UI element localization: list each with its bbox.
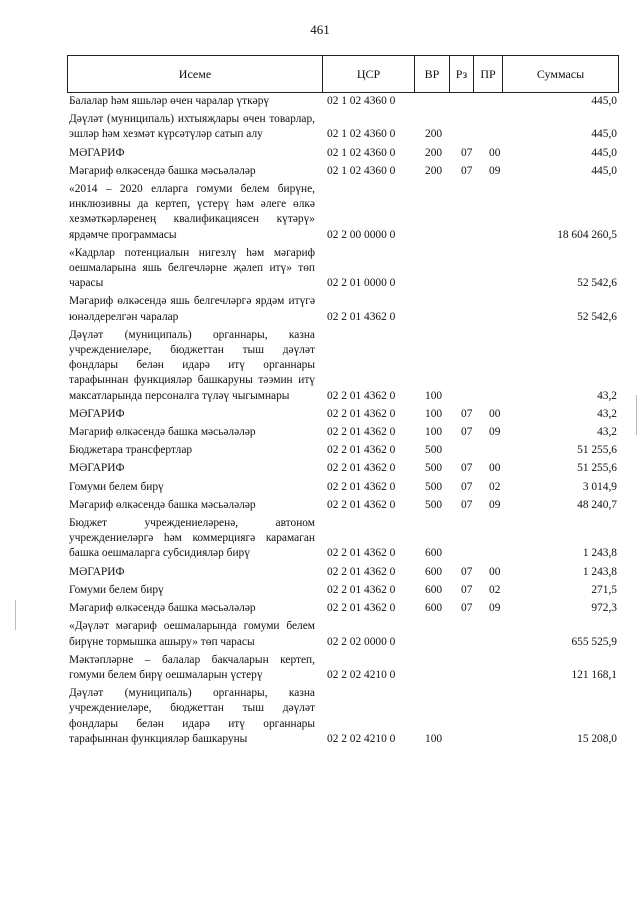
table-row	[69, 112, 617, 142]
cell-sum: 51 255,6	[577, 462, 617, 475]
cell-vr: 200	[425, 128, 443, 141]
cell-name: Мәгариф өлкәсендә башка мәсьәләләр	[69, 164, 256, 177]
cell-name: МӘГАРИФ	[69, 565, 125, 578]
table-row	[69, 480, 617, 495]
scan-mark	[636, 395, 637, 435]
header-vr: ВР	[415, 56, 450, 92]
cell-sum: 43,2	[597, 407, 617, 420]
cell-csr: 02 2 02 4210 0	[327, 732, 396, 745]
cell-vr: 600	[425, 583, 443, 596]
cell-vr: 100	[425, 407, 443, 420]
cell-sum: 18 604 260,5	[557, 228, 617, 241]
table-row	[69, 182, 617, 243]
cell-vr: 600	[425, 602, 443, 615]
cell-name: «2014 – 2020 елларга гомуми белем бирүне, инклюзивны да кертеп, үстерү һәм әлеге өлкә хезмәткәрләренең квалификациясен күтәрү» ярдәмче программасы	[69, 183, 315, 241]
cell-vr: 500	[425, 444, 443, 457]
header-pr: ПР	[474, 56, 503, 92]
table-row	[69, 146, 617, 161]
cell-csr: 02 2 00 0000 0	[327, 228, 396, 241]
cell-csr: 02 2 02 4210 0	[327, 668, 396, 681]
cell-vr: 500	[425, 498, 443, 511]
table-row	[69, 583, 617, 598]
cell-csr: 02 1 02 4360 0	[327, 146, 396, 159]
cell-sum: 51 255,6	[577, 444, 617, 457]
cell-sum: 48 240,7	[577, 498, 617, 511]
cell-name: Гомуми белем бирү	[69, 480, 164, 493]
cell-pr: 00	[489, 565, 501, 578]
cell-name: Балалар һәм яшьләр өчен чаралар үткәрү	[69, 95, 270, 107]
cell-name: Мәгариф өлкәсендә башка мәсьәләләр	[69, 602, 256, 615]
cell-name: Мәктәпләрне – балалар бакчаларын кертеп, гомуми белем бирү оешмаларын үстерү	[69, 653, 315, 681]
cell-csr: 02 2 01 4362 0	[327, 407, 396, 420]
table-row	[69, 653, 617, 683]
cell-sum: 52 542,6	[577, 310, 617, 323]
cell-name: Гомуми белем бирү	[69, 583, 164, 596]
cell-pr: 09	[489, 498, 501, 511]
table-row	[69, 246, 617, 292]
cell-rz: 07	[461, 426, 473, 439]
cell-pr: 00	[489, 407, 501, 420]
cell-sum: 121 168,1	[571, 668, 617, 681]
cell-name: «Дәүләт мәгариф оешмаларында гомуми белем бирүне тормышка ашыру» төп чарасы	[69, 620, 315, 648]
cell-name: «Кадрлар потенциалын нигезлү һәм мәгариф оешмаларына яшь белгечләрне җәлеп итү» төп чарасы	[69, 246, 315, 290]
table-row	[69, 328, 617, 404]
cell-name: Бюджет учреждениеләренә, автоном учреждениеләргә һәм коммерциягә карамаган башка оешмаларга субсидияләр бирү	[69, 517, 315, 560]
cell-csr: 02 2 01 4362 0	[327, 426, 396, 439]
cell-sum: 52 542,6	[577, 277, 617, 290]
header-rz: Рз	[450, 56, 474, 92]
cell-sum: 655 525,9	[571, 635, 617, 648]
cell-vr: 500	[425, 462, 443, 475]
cell-rz: 07	[461, 146, 473, 159]
cell-vr: 600	[425, 565, 443, 578]
cell-sum: 1 243,8	[582, 547, 617, 560]
cell-rz: 07	[461, 462, 473, 475]
cell-rz: 07	[461, 480, 473, 493]
cell-name: МӘГАРИФ	[69, 407, 125, 420]
cell-name: Бюджетара трансфертлар	[69, 444, 193, 457]
cell-sum: 43,2	[597, 389, 617, 402]
cell-name: МӘГАРИФ	[69, 462, 125, 475]
cell-vr: 200	[425, 146, 443, 159]
cell-sum: 445,0	[591, 95, 617, 107]
cell-csr: 02 2 01 4362 0	[327, 498, 396, 511]
page-number: 461	[310, 22, 330, 37]
cell-pr: 02	[489, 583, 501, 596]
cell-pr: 02	[489, 480, 501, 493]
cell-pr: 09	[489, 164, 501, 177]
table-row	[69, 565, 617, 580]
table-row	[69, 407, 617, 422]
cell-csr: 02 2 01 4362 0	[327, 565, 396, 578]
cell-rz: 07	[461, 498, 473, 511]
cell-csr: 02 2 01 4362 0	[327, 602, 396, 615]
cell-name: Мәгариф өлкәсендә яшь белгечләргә ярдәм итүгә юнәлдерелгән чаралар	[69, 295, 315, 323]
scan-mark	[15, 600, 16, 630]
cell-vr: 100	[425, 732, 443, 745]
cell-sum: 445,0	[591, 164, 617, 177]
table-row	[69, 461, 617, 476]
cell-csr: 02 2 01 4362 0	[327, 480, 396, 493]
cell-csr: 02 2 01 4362 0	[327, 583, 396, 596]
cell-sum: 271,5	[591, 583, 617, 596]
cell-csr: 02 2 02 0000 0	[327, 635, 396, 648]
cell-name: Дәүләт (муниципаль) ихтыяҗлары өчен товарлар, эшләр һәм хезмәт күрсәтүләр сатып алу	[69, 113, 315, 141]
cell-rz: 07	[461, 565, 473, 578]
cell-csr: 02 1 02 4360 0	[327, 95, 396, 107]
cell-name: Мәгариф өлкәсендә башка мәсьәләләр	[69, 426, 256, 439]
cell-rz: 07	[461, 583, 473, 596]
cell-vr: 600	[425, 547, 443, 560]
table-row	[69, 443, 617, 458]
cell-name: МӘГАРИФ	[69, 146, 125, 159]
table-row	[69, 425, 617, 440]
table-row	[69, 94, 617, 109]
table-row	[69, 619, 617, 649]
cell-name: Дәүләт (муниципаль) органнары, казна учреждениеләре, бюджеттан тыш дәүләт фондлары белән идарә итү органнары тарафыннан функцияләр башкаруны	[69, 687, 315, 745]
cell-csr: 02 1 02 4360 0	[327, 128, 396, 141]
cell-vr: 100	[425, 389, 443, 402]
table-row	[69, 498, 617, 513]
cell-csr: 02 2 01 4362 0	[327, 310, 396, 323]
table-header	[67, 55, 619, 93]
cell-vr: 200	[425, 164, 443, 177]
table-row	[69, 686, 617, 747]
cell-rz: 07	[461, 407, 473, 420]
cell-csr: 02 2 01 4362 0	[327, 444, 396, 457]
cell-csr: 02 2 01 0000 0	[327, 277, 396, 290]
cell-sum: 445,0	[591, 146, 617, 159]
cell-csr: 02 2 01 4362 0	[327, 547, 396, 560]
cell-pr: 09	[489, 426, 501, 439]
header-csr: ЦСР	[323, 56, 415, 92]
table-row	[69, 294, 617, 324]
cell-sum: 3 014,9	[582, 480, 617, 493]
table-body	[69, 94, 617, 747]
cell-csr: 02 2 01 4362 0	[327, 462, 396, 475]
cell-csr: 02 2 01 4362 0	[327, 389, 396, 402]
cell-sum: 15 208,0	[577, 732, 617, 745]
cell-name: Дәүләт (муниципаль) органнары, казна учреждениеләре, бюджеттан тыш дәүләт фондлары белән идарә итү органнары тарафыннан функцияләр башкаруны тәэмин итү максатларында персоналга түләү чыгымнары	[69, 328, 315, 402]
cell-name: Мәгариф өлкәсендә башка мәсьәләләр	[69, 498, 256, 511]
cell-pr: 00	[489, 462, 501, 475]
cell-pr: 09	[489, 602, 501, 615]
cell-csr: 02 1 02 4360 0	[327, 164, 396, 177]
cell-rz: 07	[461, 164, 473, 177]
header-name: Исеме	[68, 56, 323, 92]
cell-vr: 100	[425, 426, 443, 439]
cell-sum: 1 243,8	[582, 565, 617, 578]
cell-pr: 00	[489, 146, 501, 159]
table-row	[69, 516, 617, 562]
table-row	[69, 164, 617, 179]
cell-sum: 43,2	[597, 426, 617, 439]
cell-vr: 500	[425, 480, 443, 493]
table-row	[69, 601, 617, 616]
cell-sum: 972,3	[591, 602, 617, 615]
cell-sum: 445,0	[591, 128, 617, 141]
header-sum: Суммасы	[536, 66, 585, 81]
cell-rz: 07	[461, 602, 473, 615]
